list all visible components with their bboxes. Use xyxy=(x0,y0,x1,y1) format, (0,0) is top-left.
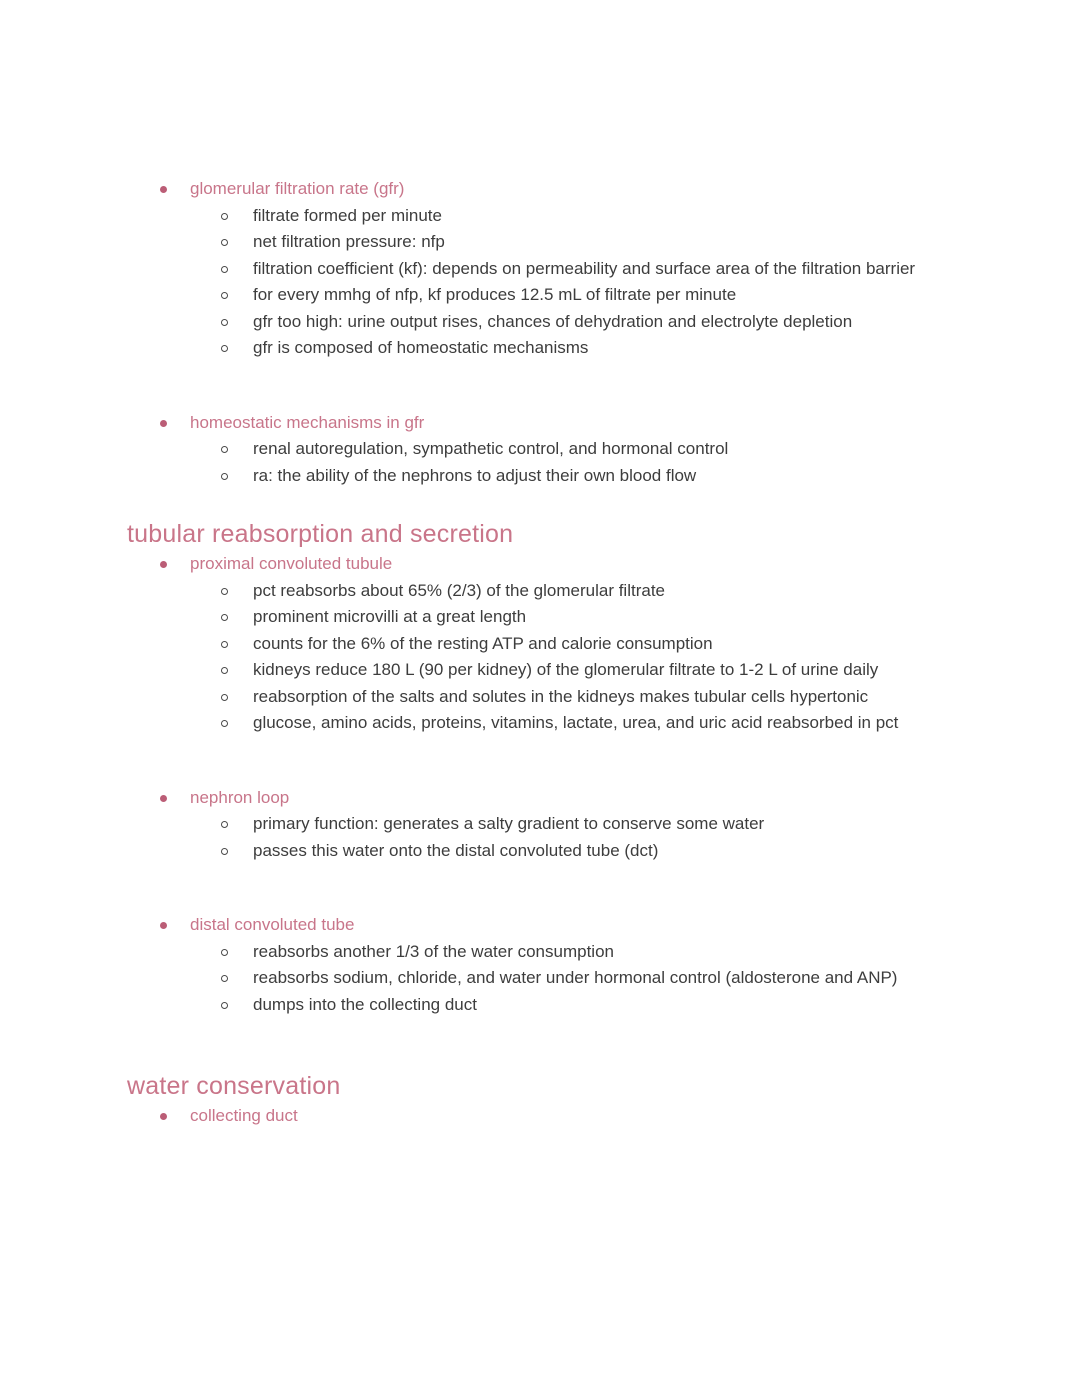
sub-item-text: prominent microvilli at a great length xyxy=(253,607,527,626)
sub-list-item xyxy=(221,463,1080,490)
bullet-item-label: distal convoluted tube xyxy=(190,915,355,934)
circle-bullet-icon xyxy=(221,319,228,326)
circle-bullet-icon xyxy=(221,614,228,621)
bullet-item-label: homeostatic mechanisms in gfr xyxy=(190,412,425,432)
sub-item-text: net filtration pressure: nfp xyxy=(253,232,445,251)
sub-item-text: passes this water onto the distal convoluted tube (dct) xyxy=(253,840,659,860)
bullet-group xyxy=(0,785,1080,865)
bullet-group xyxy=(0,912,1080,1018)
bullet-group xyxy=(0,176,1080,362)
bullet-group xyxy=(0,410,1080,490)
bullet-dot-icon xyxy=(160,922,167,929)
sub-list-item xyxy=(221,657,1080,684)
list-item xyxy=(160,176,1080,203)
circle-bullet-icon xyxy=(221,975,228,982)
list-item xyxy=(160,912,1080,939)
sub-item-text: filtration coefficient (kf): depends on permeability and surface area of the filtration barrier xyxy=(253,258,916,278)
circle-bullet-icon xyxy=(221,266,228,273)
notes-section xyxy=(0,176,1080,489)
circle-bullet-icon xyxy=(221,848,228,855)
sub-list-item xyxy=(221,436,1080,463)
circle-bullet-icon xyxy=(221,588,228,595)
sub-item-text: dumps into the collecting duct xyxy=(253,994,477,1014)
sub-item-text: filtrate formed per minute xyxy=(253,205,442,225)
circle-bullet-icon xyxy=(221,821,228,828)
sub-list-item xyxy=(221,838,1080,865)
bullet-item-label: glomerular filtration rate (gfr) xyxy=(190,179,405,198)
sub-list-item xyxy=(221,335,1080,362)
bullet-dot-icon xyxy=(160,186,167,193)
sub-list-item xyxy=(221,282,1080,309)
sub-list-item xyxy=(221,939,1080,966)
circle-bullet-icon xyxy=(221,473,228,480)
sub-list-item xyxy=(221,203,1080,230)
bullet-item-label: nephron loop xyxy=(190,787,290,807)
circle-bullet-icon xyxy=(221,667,228,674)
sub-item-text: ra: the ability of the nephrons to adjust their own blood flow xyxy=(253,465,697,485)
bullet-dot-icon xyxy=(160,795,167,802)
circle-bullet-icon xyxy=(221,213,228,220)
bullet-dot-icon xyxy=(160,561,167,568)
sub-item-text: glucose, amino acids, proteins, vitamins, lactate, urea, and uric acid reabsorbed in pct xyxy=(253,713,899,732)
sub-list-item xyxy=(221,631,1080,658)
bullet-group xyxy=(0,1103,1080,1130)
list-item xyxy=(160,551,1080,578)
sub-list-item xyxy=(221,229,1080,256)
circle-bullet-icon xyxy=(221,720,228,727)
sub-list-item xyxy=(221,965,1080,992)
sub-item-text: for every mmhg of nfp, kf produces 12.5 mL of filtrate per minute xyxy=(253,285,737,304)
circle-bullet-icon xyxy=(221,345,228,352)
bullet-group xyxy=(0,551,1080,737)
sub-item-text: gfr too high: urine output rises, chances of dehydration and electrolyte depletion xyxy=(253,311,853,331)
sub-item-text: pct reabsorbs about 65% (2/3) of the glomerular filtrate xyxy=(253,580,665,600)
sub-item-text: reabsorbs sodium, chloride, and water under hormonal control (aldosterone and ANP) xyxy=(253,968,898,987)
circle-bullet-icon xyxy=(221,694,228,701)
sub-item-text: counts for the 6% of the resting ATP and calorie consumption xyxy=(253,633,713,653)
document-content xyxy=(0,176,1080,1130)
list-item xyxy=(160,785,1080,812)
sub-list-item xyxy=(221,710,1080,737)
sub-item-text: kidneys reduce 180 L (90 per kidney) of the glomerular filtrate to 1-2 L of urine daily xyxy=(253,660,879,679)
circle-bullet-icon xyxy=(221,1002,228,1009)
bullet-item-label: proximal convoluted tubule xyxy=(190,554,393,573)
sub-item-text: primary function: generates a salty gradient to conserve some water xyxy=(253,814,765,833)
bullet-item-label: collecting duct xyxy=(190,1106,298,1125)
section-heading: water conservation xyxy=(127,1072,341,1100)
sub-list-item xyxy=(221,992,1080,1019)
circle-bullet-icon xyxy=(221,641,228,648)
list-item xyxy=(160,1103,1080,1130)
circle-bullet-icon xyxy=(221,239,228,246)
section-heading: tubular reabsorption and secretion xyxy=(127,520,514,548)
notes-section xyxy=(0,517,1080,1018)
sub-list-item xyxy=(221,309,1080,336)
circle-bullet-icon xyxy=(221,292,228,299)
list-item xyxy=(160,410,1080,437)
sub-item-text: renal autoregulation, sympathetic control, and hormonal control xyxy=(253,439,729,458)
notes-section xyxy=(0,1069,1080,1130)
sub-list-item xyxy=(221,256,1080,283)
sub-list-item xyxy=(221,811,1080,838)
circle-bullet-icon xyxy=(221,446,228,453)
sub-item-text: reabsorption of the salts and solutes in the kidneys makes tubular cells hypertonic xyxy=(253,686,869,706)
bullet-dot-icon xyxy=(160,1113,167,1120)
sub-item-text: gfr is composed of homeostatic mechanisms xyxy=(253,338,589,357)
bullet-dot-icon xyxy=(160,420,167,427)
sub-list-item xyxy=(221,578,1080,605)
sub-item-text: reabsorbs another 1/3 of the water consumption xyxy=(253,941,614,961)
sub-list-item xyxy=(221,684,1080,711)
circle-bullet-icon xyxy=(221,949,228,956)
sub-list-item xyxy=(221,604,1080,631)
